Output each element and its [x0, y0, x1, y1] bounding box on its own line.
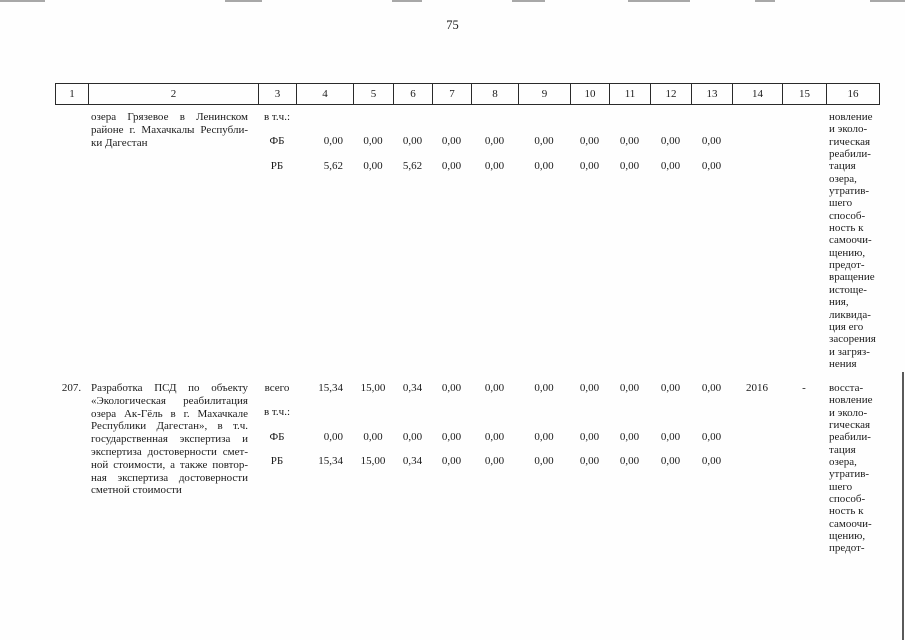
- description-line: районе г. Махачкалы Республи-: [91, 123, 248, 136]
- column-header-10: 10: [570, 83, 609, 105]
- column-header-13: 13: [691, 83, 732, 105]
- result-line: новление: [829, 394, 873, 407]
- amount-cell: 0,00: [484, 382, 505, 394]
- column-header-9: 9: [518, 83, 570, 105]
- result-line: способ-: [829, 209, 866, 222]
- result-line: предот-: [829, 542, 865, 555]
- result-line: шего: [829, 197, 853, 210]
- description-line: озера Ак-Гёль в г. Махачкале: [91, 407, 248, 420]
- column-header-4: 4: [296, 83, 353, 105]
- result-line: засорения: [829, 333, 876, 346]
- amount-cell: 0,00: [484, 430, 505, 443]
- amount-cell: 0,00: [660, 135, 681, 148]
- result-line: восста-: [829, 382, 864, 394]
- column-header-6: 6: [393, 83, 432, 105]
- funding-source-label: РБ: [270, 159, 284, 172]
- amount-cell: 0,00: [660, 382, 681, 394]
- description-line: «Экологическая реабилитация: [91, 394, 248, 407]
- result-line: истоще-: [829, 283, 867, 296]
- result-line: способ-: [829, 493, 866, 506]
- description-line: ная экспертиза достоверности: [91, 471, 248, 484]
- funding-subrow: [0, 431, 905, 444]
- amount-cell: 0,00: [660, 159, 681, 172]
- result-line: шего: [829, 480, 853, 493]
- column-header-5: 5: [353, 83, 393, 105]
- funding-subrow: [0, 455, 905, 468]
- amount-cell: 0,00: [484, 159, 505, 172]
- amount-cell: 0,00: [402, 135, 423, 148]
- amount-cell: 0,00: [534, 135, 554, 148]
- result-line: ность к: [829, 222, 864, 235]
- amount-cell: 0,00: [701, 159, 722, 172]
- amount-cell: 0,00: [701, 455, 722, 468]
- amount-cell: 0,00: [534, 430, 554, 443]
- amount-cell: 0,00: [441, 135, 462, 148]
- scan-edge-mark: [870, 0, 905, 2]
- amount-cell: 0,00: [323, 135, 343, 148]
- scan-edge-mark: [392, 0, 422, 2]
- column15-cell: -: [802, 382, 806, 394]
- scan-edge-mark: [755, 0, 775, 2]
- column-header-8: 8: [471, 83, 518, 105]
- amount-cell: 0,00: [363, 430, 383, 443]
- page-number: 75: [446, 18, 459, 32]
- amount-cell: 0,34: [402, 382, 423, 394]
- amount-cell: 0,00: [619, 382, 640, 394]
- column-header-12: 12: [650, 83, 691, 105]
- funding-source-label: ФБ: [269, 135, 285, 148]
- result-line: гическая: [829, 135, 871, 148]
- amount-cell: 0,00: [619, 159, 640, 172]
- description-line: государственная экспертиза и: [91, 433, 248, 446]
- result-line: гическая: [829, 419, 871, 432]
- result-line: ность к: [829, 505, 864, 518]
- amount-cell: 0,00: [441, 159, 462, 172]
- funding-source-label: в т.ч.:: [263, 406, 290, 419]
- funding-subrow: [0, 160, 905, 173]
- amount-cell: 0,00: [579, 430, 600, 443]
- column-header-7: 7: [432, 83, 471, 105]
- amount-cell: 0,00: [579, 455, 600, 468]
- amount-cell: 0,34: [402, 455, 423, 468]
- scan-edge-mark: [512, 0, 545, 2]
- result-line: щению,: [829, 246, 866, 259]
- amount-cell: 0,00: [619, 135, 640, 148]
- funding-source-label: ФБ: [269, 430, 285, 443]
- column-header-15: 15: [782, 83, 826, 105]
- result-line: щению,: [829, 530, 866, 543]
- funding-source-label: РБ: [270, 455, 284, 468]
- scan-edge-mark: [225, 0, 262, 2]
- amount-cell: 0,00: [660, 455, 681, 468]
- amount-cell: 0,00: [441, 382, 462, 394]
- description-line: Республики Дагестан», в т.ч.: [91, 420, 248, 433]
- amount-cell: 15,00: [360, 382, 386, 394]
- result-line: тация: [829, 443, 856, 456]
- result-line: озера,: [829, 456, 857, 469]
- amount-cell: 0,00: [534, 382, 554, 394]
- description-line: озера Грязевое в Ленинском: [91, 111, 248, 123]
- result-line: ликвида-: [829, 308, 871, 321]
- amount-cell: 0,00: [484, 135, 505, 148]
- description-line: экспертиза достоверности смет-: [91, 445, 248, 458]
- amount-cell: 0,00: [323, 430, 343, 443]
- result-line: и загряз-: [829, 345, 870, 358]
- funding-subrow: [0, 111, 905, 124]
- amount-cell: 0,00: [363, 135, 383, 148]
- amount-cell: 15,00: [360, 455, 386, 468]
- result-line: реабили-: [829, 148, 871, 161]
- funding-source-label: всего: [264, 382, 290, 394]
- amount-cell: 0,00: [484, 455, 505, 468]
- scan-edge-mark: [0, 0, 45, 2]
- amount-cell: 0,00: [579, 382, 600, 394]
- funding-subrow: [0, 406, 905, 419]
- amount-cell: 15,34: [318, 455, 343, 468]
- amount-cell: 15,34: [318, 382, 343, 394]
- amount-cell: 0,00: [441, 455, 462, 468]
- amount-cell: 0,00: [534, 455, 554, 468]
- amount-cell: 0,00: [619, 430, 640, 443]
- amount-cell: 0,00: [701, 135, 722, 148]
- funding-subrow: [0, 135, 905, 148]
- item-number: 207.: [61, 382, 82, 394]
- result-line: новление: [829, 111, 873, 123]
- description-line: сметной стоимости: [91, 484, 182, 497]
- result-line: предот-: [829, 259, 865, 272]
- amount-cell: 0,00: [441, 430, 462, 443]
- amount-cell: 0,00: [579, 135, 600, 148]
- year-cell: 2016: [746, 382, 768, 394]
- column-header-14: 14: [732, 83, 782, 105]
- result-line: утратив-: [829, 185, 870, 198]
- result-line: реабили-: [829, 431, 871, 444]
- amount-cell: 5,62: [402, 159, 423, 172]
- table-row: [0, 382, 905, 555]
- amount-cell: 0,00: [701, 430, 722, 443]
- result-line: озера,: [829, 172, 857, 185]
- result-line: вращение: [829, 271, 875, 284]
- amount-cell: 0,00: [534, 159, 554, 172]
- amount-cell: 0,00: [660, 430, 681, 443]
- amount-cell: 0,00: [363, 159, 383, 172]
- amount-cell: 0,00: [579, 159, 600, 172]
- result-line: ция его: [829, 320, 864, 333]
- funding-source-label: в т.ч.:: [263, 111, 290, 123]
- result-line: утратив-: [829, 468, 870, 481]
- result-line: и эколо-: [829, 406, 868, 419]
- column-header-16: 16: [826, 83, 880, 105]
- column-header-1: 1: [55, 83, 88, 105]
- amount-cell: 0,00: [619, 455, 640, 468]
- expected-result: [829, 382, 889, 555]
- result-line: самоочи-: [829, 234, 872, 247]
- amount-cell: 0,00: [701, 382, 722, 394]
- column-header-2: 2: [88, 83, 258, 105]
- column-header-11: 11: [609, 83, 650, 105]
- result-line: и эколо-: [829, 123, 868, 136]
- scan-edge-mark: [628, 0, 690, 2]
- description-line: ки Дагестан: [91, 136, 148, 149]
- result-line: самоочи-: [829, 517, 872, 530]
- result-line: ния,: [829, 296, 849, 309]
- result-line: нения: [829, 357, 857, 370]
- table-row: [0, 111, 905, 370]
- amount-cell: 0,00: [402, 430, 423, 443]
- column-header-3: 3: [258, 83, 296, 105]
- amount-cell: 5,62: [323, 159, 343, 172]
- description-line: ной стоимости, а также повтор-: [91, 458, 248, 471]
- description-line: Разработка ПСД по объекту: [91, 382, 248, 394]
- funding-subrow: [0, 382, 905, 395]
- result-line: тация: [829, 160, 856, 173]
- expected-result: [829, 111, 889, 370]
